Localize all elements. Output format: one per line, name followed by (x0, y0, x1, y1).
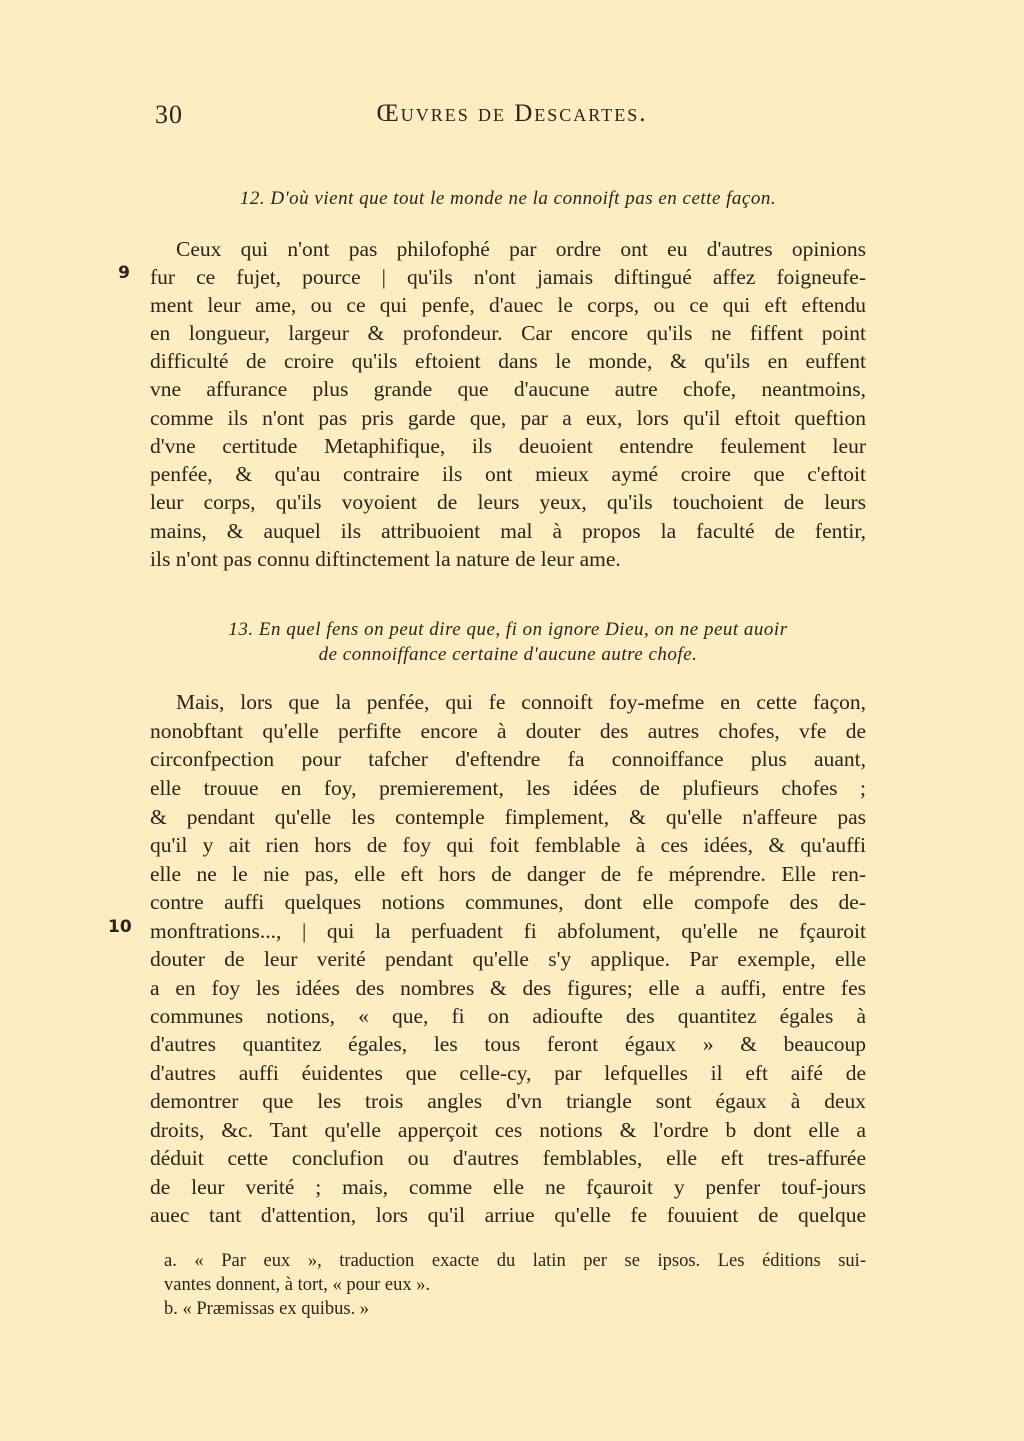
footnote-a-cont: vantes donnent, à tort, « pour eux ». (164, 1275, 431, 1295)
text-line: d'autres quantitez égales, les tous feront égaux » & beaucoup (150, 1032, 866, 1056)
text-line: monftrations..., | qui la perfuadent fi abfolument, qu'elle ne fçauroit (150, 919, 866, 943)
text-line: penfée, & qu'au contraire ils ont mieux aymé croire que c'eftoit (150, 462, 866, 486)
text-line: comme ils n'ont pas pris garde que, par a eux, lors qu'il eftoit queftion (150, 406, 866, 430)
text-line: elle trouue en foy, premierement, les idées de plufieurs chofes ; (150, 776, 866, 800)
section-heading-13: 13. En quel fens on peut dire que, fi on ignore Dieu, on ne peut auoir (228, 619, 788, 640)
text-line: demontrer que les trois angles d'vn triangle sont égaux à deux (150, 1089, 866, 1113)
margin-line-number: 9 (118, 263, 130, 283)
text-line: & pendant qu'elle les contemple fimplement, & qu'elle n'affeure pas (150, 805, 866, 829)
text-line: communes notions, « que, fi on adioufte des quantitez égales à (150, 1004, 866, 1028)
running-head: Œuvres de Descartes. (376, 100, 648, 127)
text-line: nonobftant qu'elle perfifte encore à douter des autres chofes, vfe de (150, 719, 866, 743)
footnote-a: a. « Par eux », traduction exacte du latin per se ipsos. Les éditions sui- (164, 1251, 866, 1271)
text-line: d'autres auffi éuidentes que celle-cy, par lefquelles il eft aifé de (150, 1061, 866, 1085)
footnote-b: b. « Præmissas ex quibus. » (164, 1299, 370, 1319)
text-line: douter de leur verité pendant qu'elle s'y applique. Par exemple, elle (150, 947, 866, 971)
section-heading-13-cont: de connoiffance certaine d'aucune autre chofe. (318, 644, 698, 665)
text-line: droits, &c. Tant qu'elle apperçoit ces notions & l'ordre b dont elle a (150, 1118, 866, 1142)
text-line: d'vne certitude Metaphifique, ils deuoient entendre feulement leur (150, 434, 866, 458)
text-line: vne affurance plus grande que d'aucune autre chofe, neantmoins, (150, 377, 866, 401)
section-heading-12: 12. D'où vient que tout le monde ne la connoift pas en cette façon. (239, 188, 777, 209)
text-line: contre auffi quelques notions communes, dont elle compofe des de- (150, 890, 866, 914)
text-line: a en foy les idées des nombres & des figures; elle a auffi, entre fes (150, 976, 866, 1000)
text-line: difficulté de croire qu'ils eftoient dans le monde, & qu'ils en euffent (150, 349, 866, 373)
text-line: auec tant d'attention, lors qu'il arriue qu'elle fe fouuient de quelque (150, 1203, 866, 1227)
text-line: Mais, lors que la penfée, qui fe connoift foy-mefme en cette façon, (176, 690, 866, 714)
text-line: de leur verité ; mais, comme elle ne fçauroit y penfer touf-jours (150, 1175, 866, 1199)
page-number: 30 (155, 100, 183, 129)
text-line: ils n'ont pas connu diftinctement la nature de leur ame. (150, 547, 621, 571)
text-line: qu'il y ait rien hors de foy qui foit femblable à ces idées, & qu'auffi (150, 833, 866, 857)
margin-line-number: 10 (108, 917, 132, 937)
text-line: déduit cette conclufion ou d'autres femblables, elle eft tres-affurée (150, 1146, 866, 1170)
text-line: Ceux qui n'ont pas philofophé par ordre ont eu d'autres opinions (176, 237, 866, 261)
text-line: mains, & auquel ils attribuoient mal à propos la faculté de fentir, (150, 519, 866, 543)
text-line: circonfpection pour tafcher d'eftendre fa connoiffance plus auant, (150, 747, 866, 771)
text-line: leur corps, qu'ils voyoient de leurs yeux, qu'ils touchoient de leurs (150, 490, 866, 514)
text-line: en longueur, largeur & profondeur. Car encore qu'ils ne fiffent point (150, 321, 866, 345)
text-line: elle ne le nie pas, elle eft hors de danger de fe méprendre. Elle ren- (150, 862, 866, 886)
text-line: fur ce fujet, pource | qu'ils n'ont jamais diftingué affez foigneufe- (150, 265, 866, 289)
text-line: ment leur ame, ou ce qui penfe, d'auec le corps, ou ce qui eft eftendu (150, 293, 866, 317)
